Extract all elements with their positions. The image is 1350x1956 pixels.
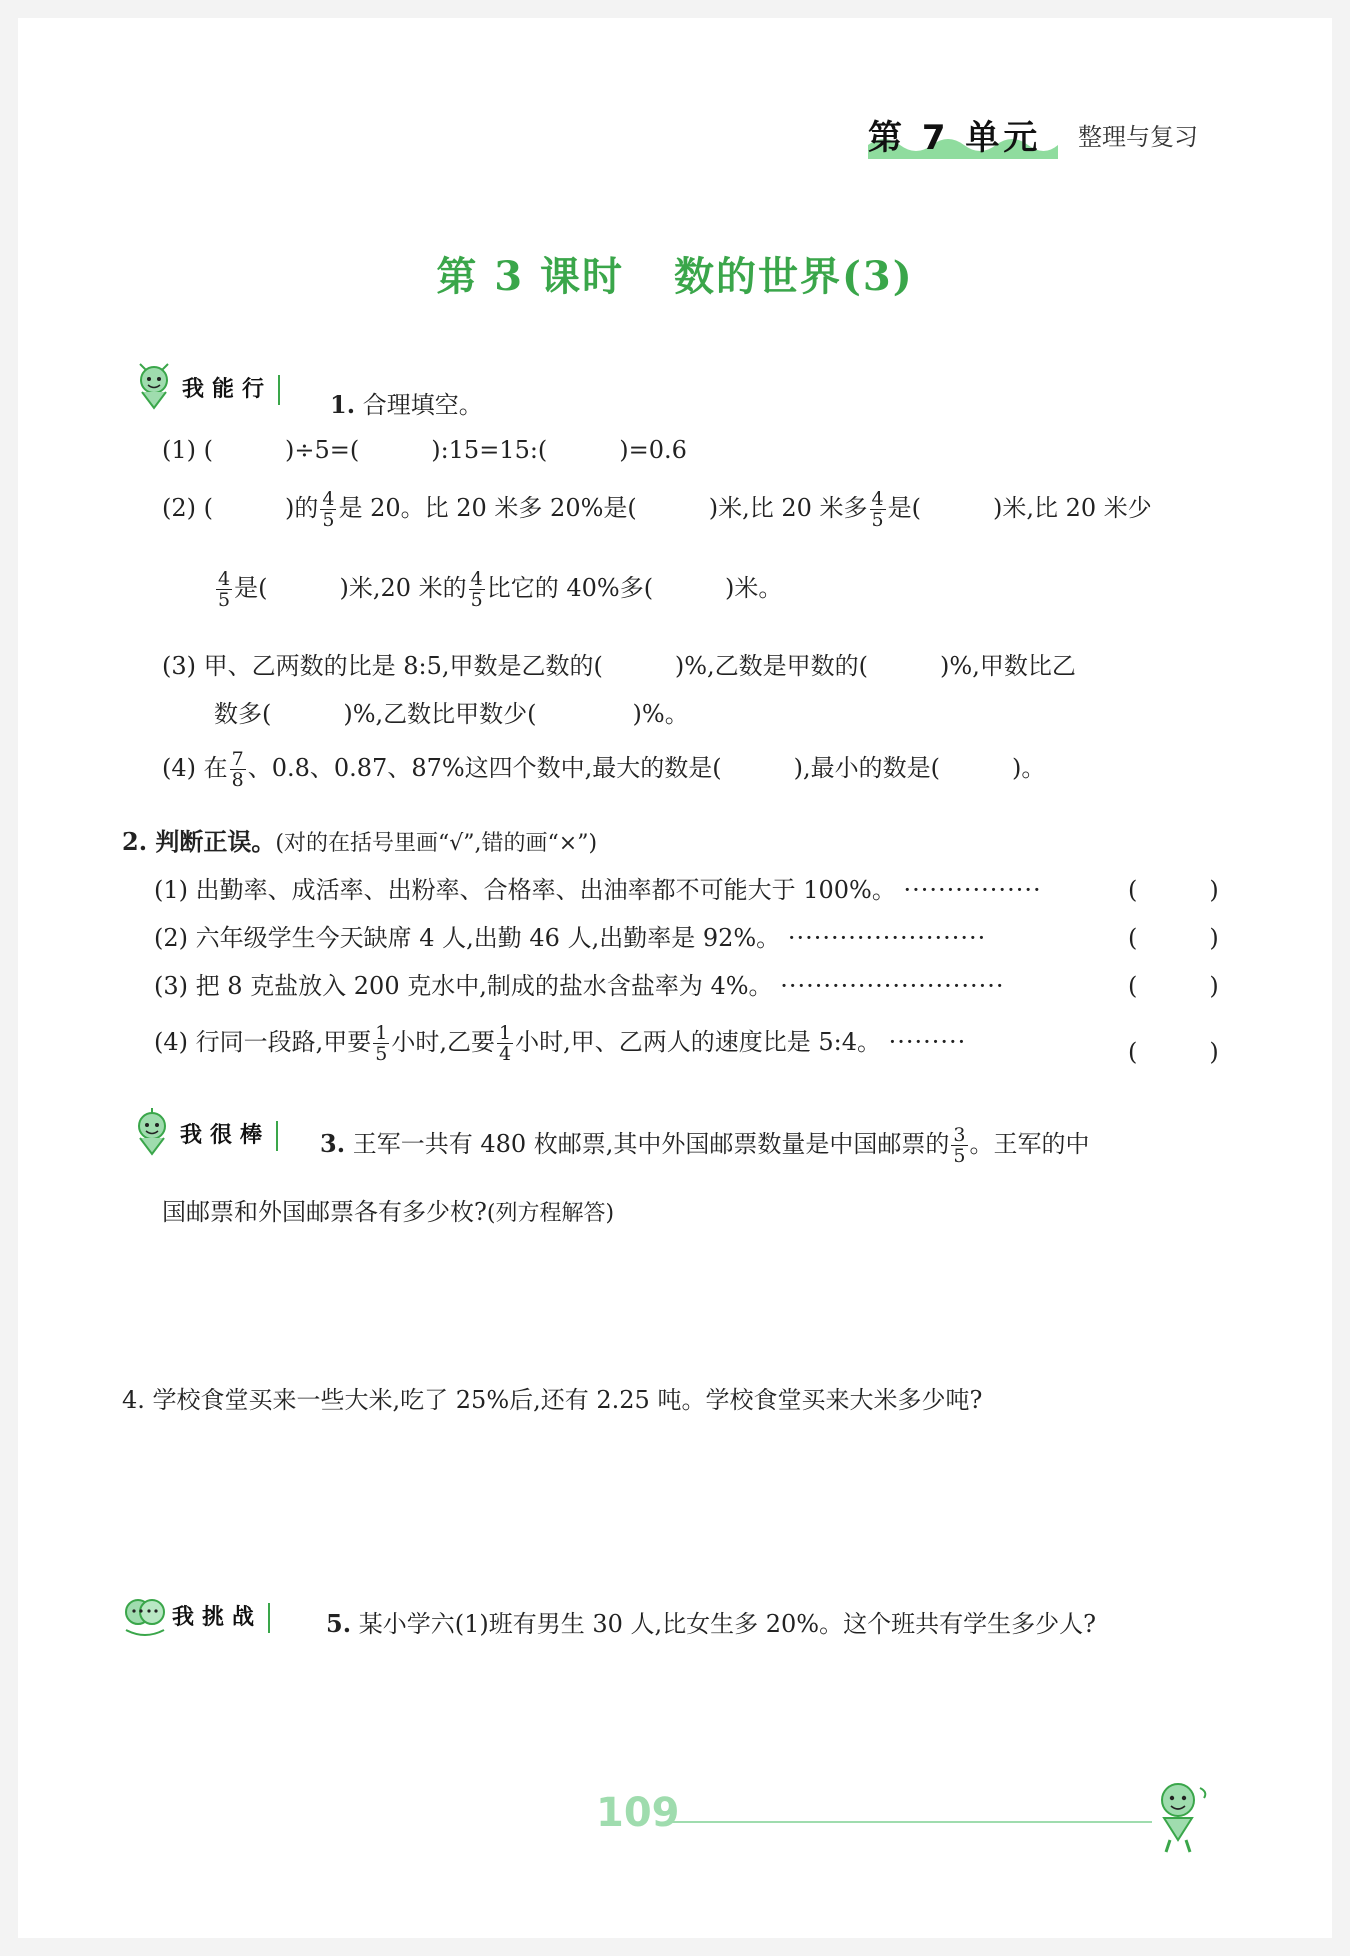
badge-wo-tiao-zhan — [122, 1590, 270, 1646]
question-1-part-3-line-2: 数多( )%,乙数比甲数少( )%。 — [214, 700, 689, 728]
lesson-topic: 数的世界(3) — [674, 253, 914, 300]
question-2-hint: (对的在括号里画“√”,错的画“×”) — [275, 831, 598, 856]
question-1-heading: 1. 合理填空。 — [330, 390, 483, 419]
answer-blank-3[interactable]: ( ) — [1128, 972, 1219, 1000]
kid-mascot-icon — [132, 362, 178, 418]
answer-blank-2[interactable]: ( ) — [1128, 924, 1219, 952]
question-1-part-4: (4) 在 $\frac{7}{8}$ 、0.8、0.87、87%这四个数中,最大的数是( ),最小的数是( )。 — [162, 748, 1046, 791]
badge-wo-neng-xing — [132, 362, 280, 418]
judge-item-4: (4) 行同一段路,甲要 $\frac{1}{5}$ 小时,乙要 $\frac{1}{4}$ 小时,甲、乙两人的速度比是 5:4。 ········· — [154, 1022, 967, 1065]
footer-mascot-icon — [1150, 1778, 1212, 1856]
question-2-heading — [122, 822, 597, 857]
badge-label: 我很棒 — [180, 1121, 278, 1151]
footer-rule — [672, 1821, 1152, 1823]
lesson-number: 第 3 课时 — [436, 253, 624, 300]
question-1-part-2-line-2: $\frac{4}{5}$ 是( )米,20 米的 $\frac{4}{5}$ 比它的 40%多( )米。 — [218, 568, 783, 611]
badge-label: 我挑战 — [172, 1603, 270, 1633]
question-3-line-2: 国邮票和外国邮票各有多少枚?(列方程解答) — [162, 1198, 615, 1226]
lesson-title — [0, 245, 1350, 302]
judge-item-1: (1) 出勤率、成活率、出粉率、合格率、出油率都不可能大于 100%。 ················ — [154, 876, 1042, 904]
badge-label: 我能行 — [182, 375, 280, 405]
question-2-title: 2. 判断正误。 — [122, 827, 276, 856]
question-1-title: 合理填空。 — [362, 391, 483, 419]
question-1-part-2-line-1: (2) ( )的 $\frac{4}{5}$ 是 20。比 20 米多 20%是( )米,比 20 米多 $\frac{4}{5}$ 是( )米,比 20 米少 — [162, 488, 1152, 531]
page-number: 109 — [596, 1790, 680, 1836]
answer-blank-1[interactable]: ( ) — [1128, 876, 1219, 904]
two-kids-mascot-icon — [122, 1590, 168, 1646]
fraction-4-5: $\frac{4}{5}$ — [322, 488, 335, 531]
question-3-hint: (列方程解答) — [486, 1201, 615, 1226]
judge-item-2: (2) 六年级学生今天缺席 4 人,出勤 46 人,出勤率是 92%。 ······················· — [154, 924, 987, 952]
fraction-4-5: $\frac{4}{5}$ — [470, 568, 483, 611]
fraction-3-5: $\frac{3}{5}$ — [953, 1124, 966, 1167]
unit-title: 第 7 单元 — [868, 118, 1042, 158]
unit-subtitle: 整理与复习 — [1078, 123, 1198, 151]
fraction-7-8: $\frac{7}{8}$ — [231, 748, 244, 791]
question-5: 5. 某小学六(1)班有男生 30 人,比女生多 20%。这个班共有学生多少人? — [326, 1609, 1096, 1638]
badge-wo-hen-bang — [130, 1108, 278, 1164]
fraction-4-5: $\frac{4}{5}$ — [871, 488, 884, 531]
question-3-line-1: 3. 王军一共有 480 枚邮票,其中外国邮票数量是中国邮票的 $\frac{3}{5}$ 。王军的中 — [320, 1124, 1090, 1167]
judge-item-3: (3) 把 8 克盐放入 200 克水中,制成的盐水含盐率为 4%。 ·························· — [154, 972, 1005, 1000]
question-4: 4. 学校食堂买来一些大米,吃了 25%后,还有 2.25 吨。学校食堂买来大米多少吨? — [122, 1386, 983, 1414]
fraction-1-5: $\frac{1}{5}$ — [375, 1022, 388, 1065]
answer-blank-4[interactable]: ( ) — [1128, 1038, 1219, 1066]
kid-mascot-icon — [130, 1108, 176, 1164]
fraction-1-4: $\frac{1}{4}$ — [499, 1022, 512, 1065]
fraction-4-5: $\frac{4}{5}$ — [218, 568, 231, 611]
question-1-part-1: (1) ( )÷5=( ):15=15:( )=0.6 — [162, 436, 687, 464]
question-1-part-3-line-1: (3) 甲、乙两数的比是 8:5,甲数是乙数的( )%,乙数是甲数的( )%,甲数比乙 — [162, 652, 1076, 680]
